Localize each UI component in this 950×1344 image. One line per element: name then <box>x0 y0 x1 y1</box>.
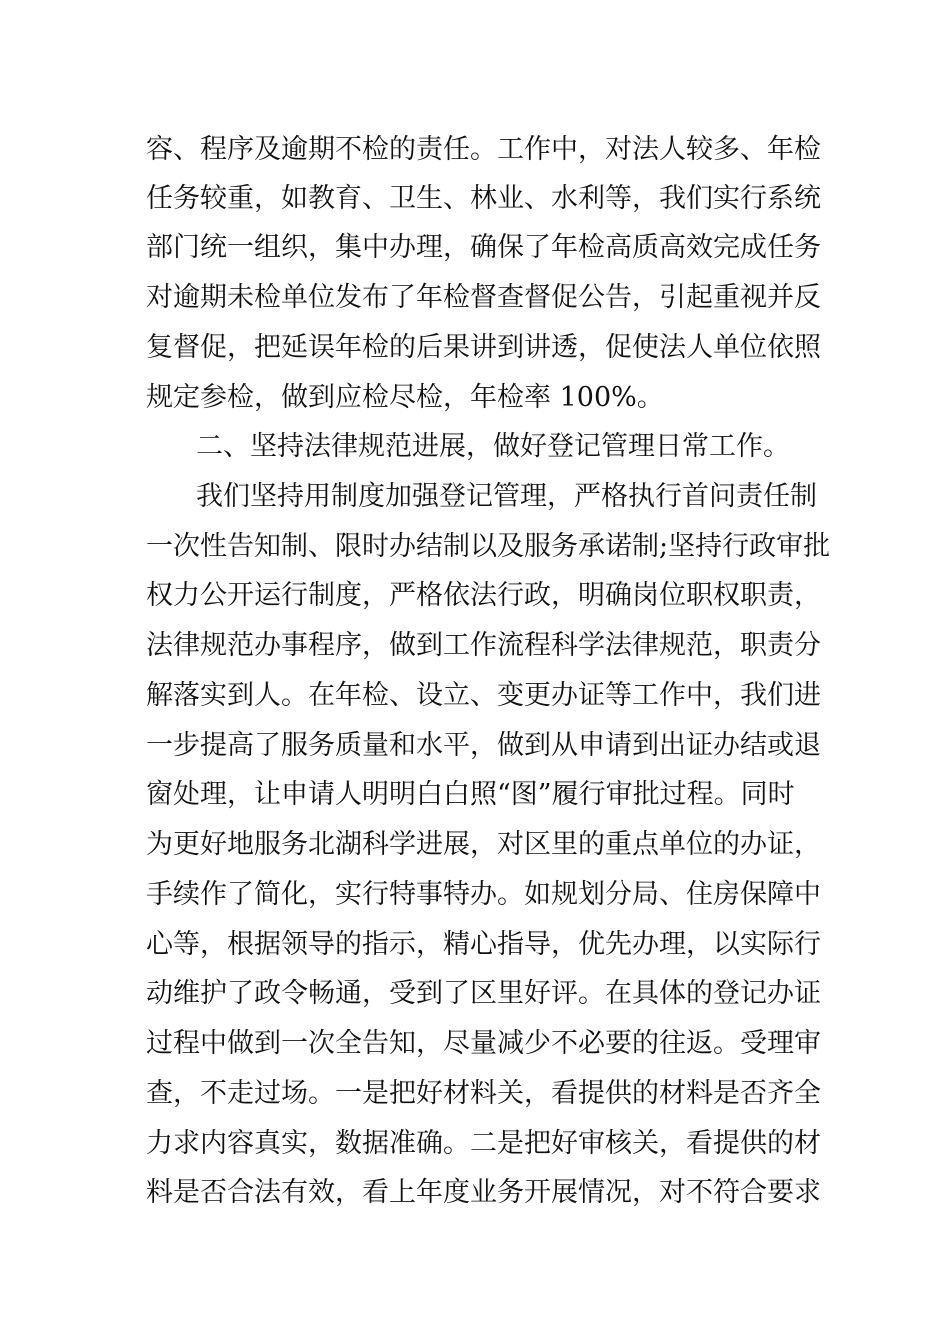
text-line-15: 为更好地服务北湖科学进展，对区里的重点单位的办证， <box>146 829 821 860</box>
text-line-11: 法律规范办事程序，做到工作流程科学法律规范，职责分 <box>146 630 821 661</box>
text-line-10: 权力公开运行制度，严格依法行政，明确岗位职权职责， <box>146 580 821 611</box>
text-line-1: 容、程序及逾期不检的责任。工作中，对法人较多、年检 <box>146 134 821 165</box>
text-line-13: 一步提高了服务质量和水平，做到从申请到出证办结或退 <box>146 730 821 761</box>
text-line-4: 对逾期未检单位发布了年检督查督促公告，引起重视并反 <box>146 282 821 313</box>
text-line-21: 力求内容真实，数据准确。二是把好审核关，看提供的材 <box>146 1128 821 1159</box>
text-line-6: 规定参检，做到应检尽检，年检率 100%。 <box>146 382 664 413</box>
text-line-18: 动维护了政令畅通，受到了区里好评。在具体的登记办证 <box>146 978 821 1009</box>
section-heading: 二、坚持法律规范进展，做好登记管理日常工作。 <box>196 431 790 462</box>
text-line-16: 手续作了简化，实行特事特办。如规划分局、住房保障中 <box>146 879 821 910</box>
text-line-14: 窗处理，让申请人明明白白照“图”履行审批过程。同时 <box>146 779 795 810</box>
text-line-12: 解落实到人。在年检、设立、变更办证等工作中，我们进 <box>146 680 821 711</box>
text-line-19: 过程中做到一次全告知，尽量减少不必要的往返。受理审 <box>146 1028 821 1059</box>
text-line-3: 部门统一组织，集中办理，确保了年检高质高效完成任务 <box>146 232 821 263</box>
text-line-2: 任务较重，如教育、卫生、林业、水利等，我们实行系统 <box>146 183 821 214</box>
text-line-22: 料是否合法有效，看上年度业务开展情况，对不符合要求 <box>146 1177 821 1208</box>
text-line-9: 一次性告知制、限时办结制以及服务承诺制;坚持行政审批 <box>146 531 831 562</box>
text-line-8: 我们坚持用制度加强登记管理，严格执行首问责任制 <box>196 481 817 512</box>
text-line-20: 查，不走过场。一是把好材料关，看提供的材料是否齐全 <box>146 1078 821 1109</box>
text-line-17: 心等，根据领导的指示，精心指导，优先办理，以实际行 <box>146 929 821 960</box>
text-line-5: 复督促，把延误年检的后果讲到讲透，促使法人单位依照 <box>146 332 821 363</box>
